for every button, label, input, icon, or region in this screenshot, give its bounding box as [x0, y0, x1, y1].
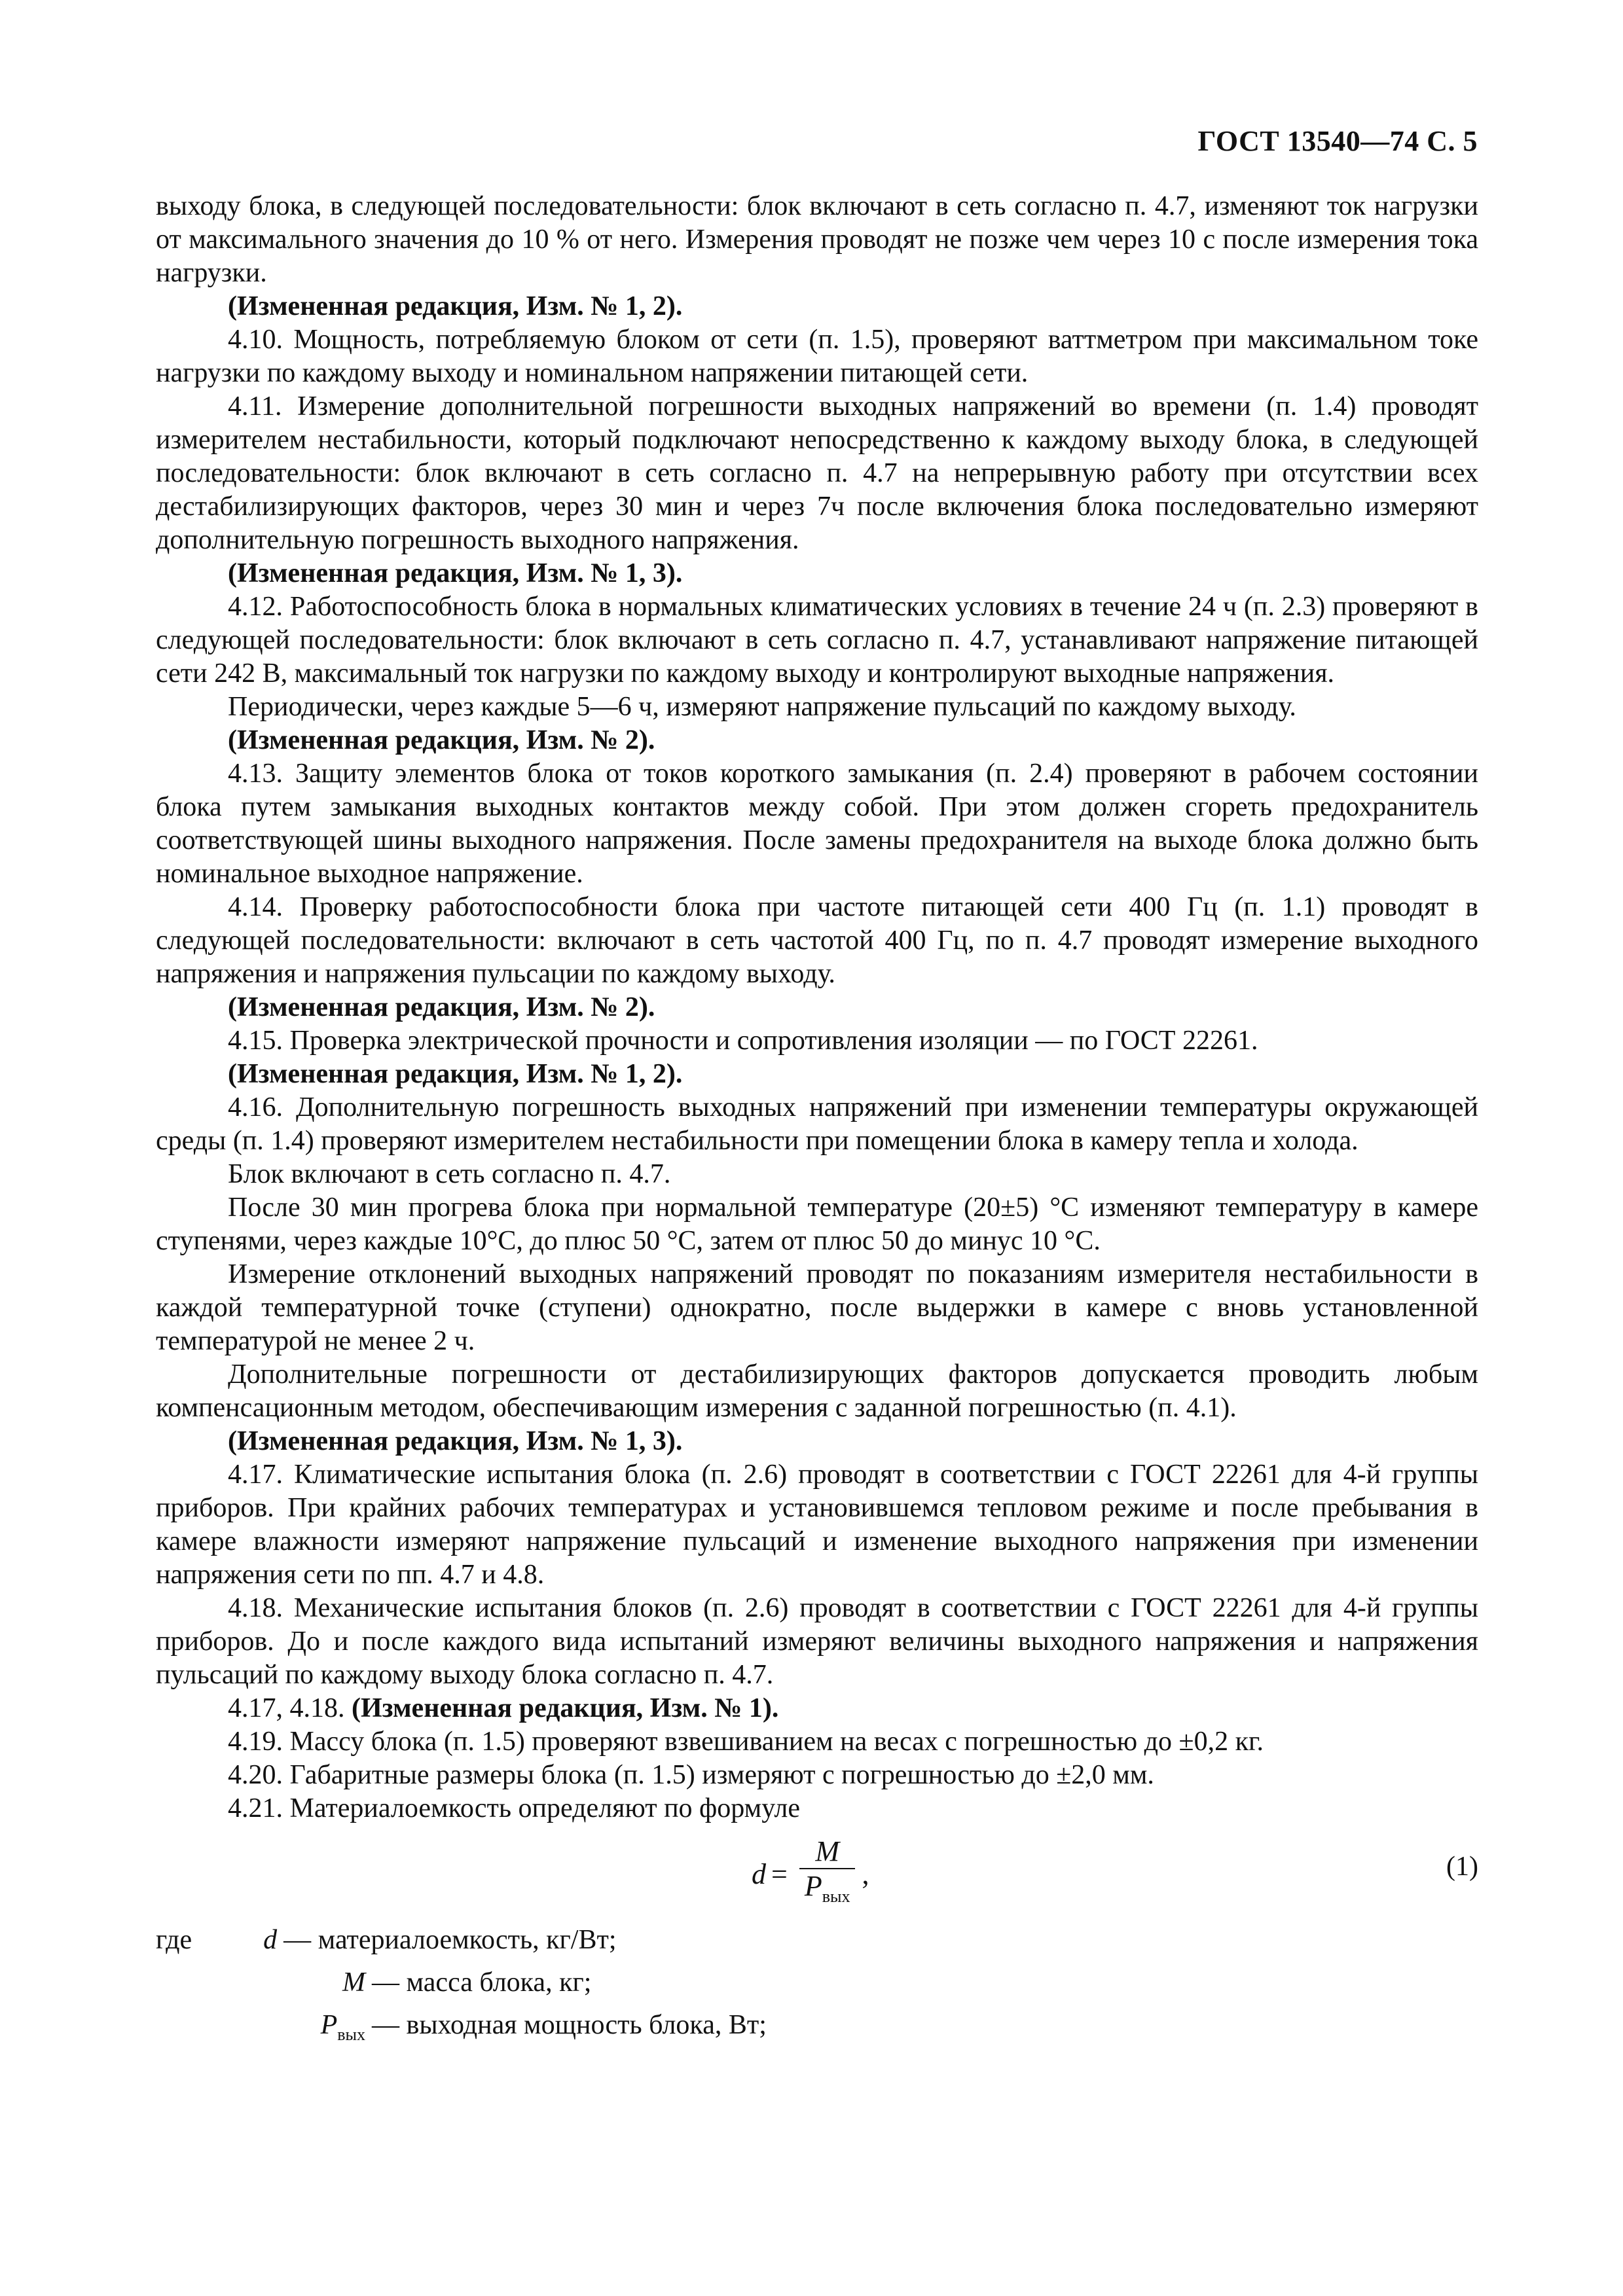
- paragraph: [156, 891, 1478, 991]
- legend-description: — материалоемкость, кг/Вт;: [283, 1925, 617, 1955]
- paragraph: [156, 1458, 1478, 1592]
- paragraph: [156, 1191, 1478, 1258]
- paragraph: [156, 1692, 1478, 1725]
- legend-symbol: M: [342, 1967, 365, 1998]
- legend-symbol: P: [320, 2010, 338, 2040]
- paragraph-text: 4.11. Измерение дополнительной погрешности выходных напряжений во времени (п. 1.4) проводят измерителем нестабильности, который подключают непосредственно к каждому выходу блока, в следующей последовательности: блок включают в сеть согласно п. 4.7 на непрерывную работу при отсутствии всех дестабилизирующих факторов, через 30 мин и через 7ч после включения блока последовательно измеряют дополнительную погрешность выходного напряжения.: [156, 391, 1478, 555]
- paragraph-text: (Измененная редакция, Изм. № 2).: [228, 992, 655, 1022]
- paragraph-text: (Измененная редакция, Изм. № 1, 3).: [228, 1426, 683, 1456]
- amendment-note: [156, 991, 1478, 1024]
- legend-symbol-wrap: [156, 2009, 365, 2051]
- paragraph: [156, 1725, 1478, 1759]
- formula-block: [156, 1831, 1478, 1922]
- paragraph-list: [156, 190, 1478, 1825]
- paragraph: [156, 1358, 1478, 1425]
- paragraph-text: 4.17. Климатические испытания блока (п. 2.6) проводят в соответствии с ГОСТ 22261 для 4-й группы приборов. При крайних рабочих температурах и установившемся тепловом режиме и после пребывания в камере влажности измеряют напряжение пульсаций и изменение выходного напряжения при изменении напряжения сети по пп. 4.7 и 4.8.: [156, 1460, 1478, 1590]
- paragraph-text: 4.18. Механические испытания блоков (п. 2.6) проводят в соответствии с ГОСТ 22261 для 4-й группы приборов. До и после каждого вида испытаний измеряют величины выходного напряжения и напряжения пульсаций по каждому выходу блока согласно п. 4.7.: [156, 1593, 1478, 1690]
- paragraph-text: 4.17, 4.18.: [228, 1693, 345, 1723]
- formula-legend: [156, 1924, 1478, 2051]
- denominator-symbol: P: [804, 1870, 822, 1902]
- document-body: [156, 190, 1478, 2051]
- paragraph-text: 4.15. Проверка электрической прочности и сопротивления изоляции — по ГОСТ 22261.: [228, 1026, 1258, 1056]
- paragraph-text: 4.14. Проверку работоспособности блока при частоте питающей сети 400 Гц (п. 1.1) проводят в следующей последовательности: включают в сеть частотой 400 Гц, по п. 4.7 проводят измерение выходного напряжения и напряжения пульсации по каждому выходу.: [156, 892, 1478, 989]
- legend-symbol-subscript: вых: [337, 2025, 365, 2044]
- paragraph-text: 4.13. Защиту элементов блока от токов короткого замыкания (п. 2.4) проверяют в рабочем состоянии блока путем замыкания выходных контактов между собой. При этом должен сгореть предохранитель соответствующей шины выходного напряжения. После замены предохранителя на выходе блока должно быть номинальное выходное напряжение.: [156, 759, 1478, 889]
- formula-trailing-comma: ,: [862, 1857, 869, 1890]
- legend-symbol-wrap: [156, 1966, 365, 2009]
- paragraph-text: Дополнительные погрешности от дестабилизирующих факторов допускается проводить любым компенсационным методом, обеспечивающим измерения с заданной погрешностью (п. 4.1).: [156, 1359, 1478, 1423]
- paragraph-text: 4.10. Мощность, потребляемую блоком от сети (п. 1.5), проверяют ваттметром при максимальном токе нагрузки по каждому выходу и номинальном напряжении питающей сети.: [156, 325, 1478, 388]
- formula: [752, 1835, 869, 1913]
- paragraph: [156, 1592, 1478, 1692]
- legend-description: — масса блока, кг;: [372, 1967, 592, 1998]
- amendment-note: [156, 1425, 1478, 1458]
- paragraph-text: 4.20. Габаритные размеры блока (п. 1.5) измеряют с погрешностью до ±2,0 мм.: [228, 1760, 1154, 1790]
- paragraph-text: (Измененная редакция, Изм. № 1, 2).: [228, 1059, 683, 1089]
- formula-fraction: [799, 1835, 856, 1913]
- paragraph-text: выходу блока, в следующей последовательности: блок включают в сеть согласно п. 4.7, изменяют ток нагрузки от максимального значения до 10 % от него. Измерения проводят не позже чем через 10 с после измерения тока нагрузки.: [156, 191, 1478, 288]
- formula-equals: =: [771, 1857, 788, 1890]
- amendment-note: [156, 290, 1478, 323]
- amendment-note: [156, 724, 1478, 757]
- paragraph: [156, 1158, 1478, 1191]
- legend-symbol: d: [263, 1925, 278, 1955]
- paragraph: [156, 757, 1478, 891]
- paragraph-text: После 30 мин прогрева блока при нормальной температуре (20±5) °С изменяют температуру в камере ступенями, через каждые 10°С, до плюс 50 °С, затем от плюс 50 до минус 10 °С.: [156, 1193, 1478, 1256]
- legend-row: [156, 1966, 1478, 2009]
- paragraph: [156, 1258, 1478, 1358]
- paragraph: [156, 1759, 1478, 1792]
- paragraph-text: Блок включают в сеть согласно п. 4.7.: [228, 1159, 671, 1189]
- paragraph-text: Измерение отклонений выходных напряжений проводят по показаниям измерителя нестабильности в каждой температурной точке (ступени) однократно, после выдержки в камере с вновь установленной температурой не менее 2 ч.: [156, 1259, 1478, 1356]
- paragraph-text: (Измененная редакция, Изм. № 1, 3).: [228, 558, 683, 588]
- paragraph: [156, 1792, 1478, 1825]
- paragraph-text: (Измененная редакция, Изм. № 2).: [228, 725, 655, 755]
- paragraph-text: 4.16. Дополнительную погрешность выходных напряжений при изменении температуры окружающей среды (п. 1.4) проверяют измерителем нестабильности при помещении блока в камеру тепла и холода.: [156, 1092, 1478, 1156]
- paragraph: [156, 590, 1478, 691]
- paragraph-text: 4.12. Работоспособность блока в нормальных климатических условиях в течение 24 ч (п. 2.3) проверяют в следующей последовательности: блок включают в сеть согласно п. 4.7, устанавливают напряжение питающей сети 242 В, максимальный ток нагрузки по каждому выходу и контролируют выходные напряжения.: [156, 592, 1478, 689]
- paragraph-text: (Измененная редакция, Изм. № 1, 2).: [228, 291, 683, 321]
- formula-lhs: d: [752, 1857, 766, 1890]
- paragraph: [156, 323, 1478, 390]
- paragraph: [156, 691, 1478, 724]
- denominator-subscript: вых: [822, 1887, 850, 1906]
- amendment-note: [156, 557, 1478, 590]
- legend-lead: где: [156, 1925, 192, 1955]
- paragraph: [156, 1091, 1478, 1158]
- legend-description: — выходная мощность блока, Вт;: [372, 2010, 767, 2040]
- paragraph: [156, 390, 1478, 557]
- legend-row: [156, 2009, 1478, 2051]
- formula-denominator: [799, 1869, 856, 1913]
- legend-row: [156, 1924, 1478, 1966]
- legend-symbol-wrap: [192, 1924, 277, 1966]
- paragraph-text: 4.21. Материалоемкость определяют по формуле: [228, 1793, 800, 1823]
- amendment-note: [156, 1058, 1478, 1091]
- equation-number: (1): [1446, 1852, 1478, 1882]
- formula-numerator: M: [815, 1835, 839, 1867]
- page-header: ГОСТ 13540—74 С. 5: [1197, 125, 1478, 157]
- amendment-note: (Измененная редакция, Изм. № 1).: [352, 1693, 779, 1723]
- paragraph: [156, 190, 1478, 290]
- paragraph-text: Периодически, через каждые 5—6 ч, измеряют напряжение пульсаций по каждому выходу.: [228, 692, 1296, 722]
- paragraph-text: 4.19. Массу блока (п. 1.5) проверяют взвешиванием на весах с погрешностью до ±0,2 кг.: [228, 1727, 1264, 1757]
- paragraph: [156, 1024, 1478, 1058]
